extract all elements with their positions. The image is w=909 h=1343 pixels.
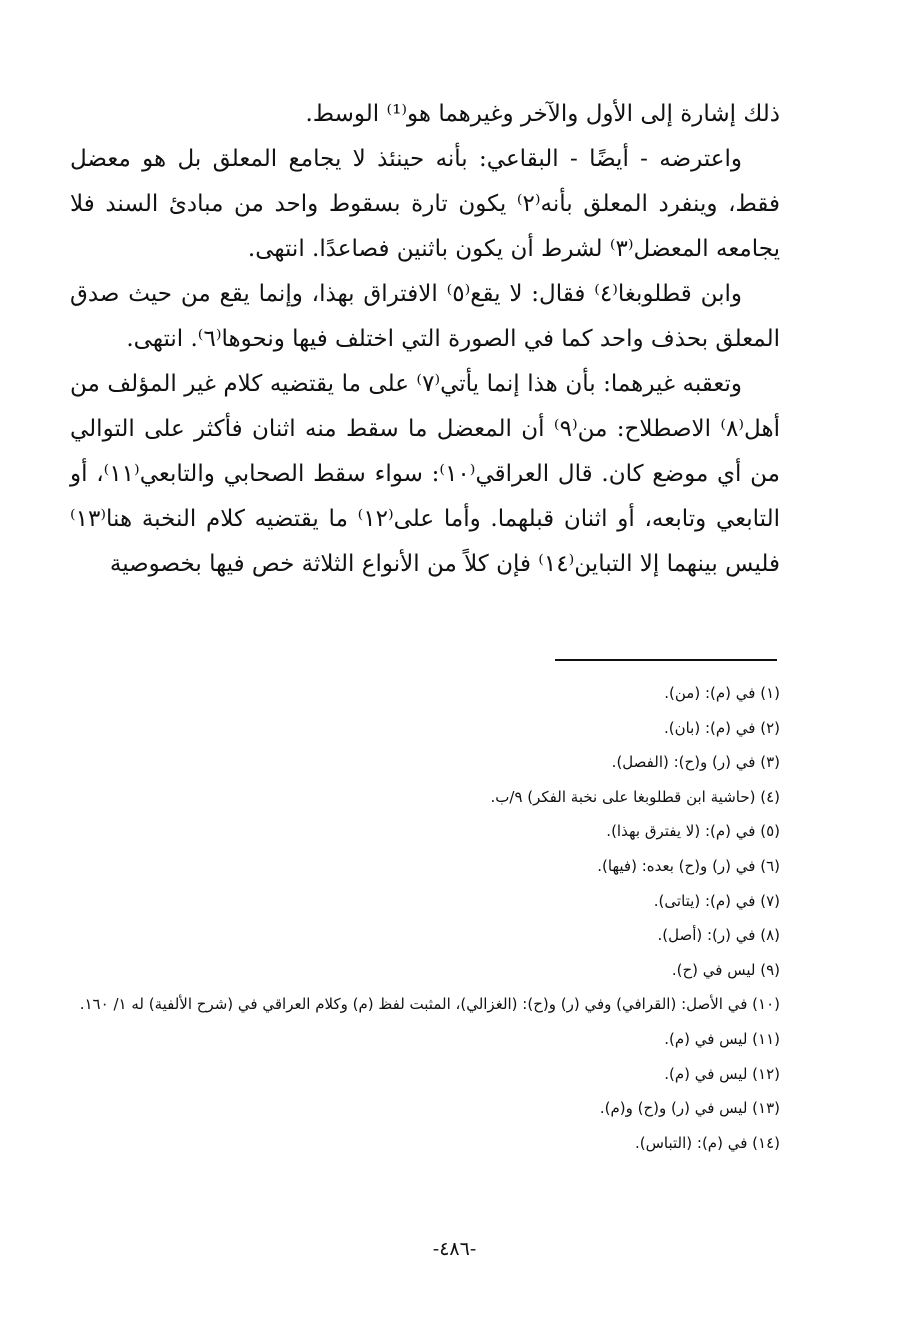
- paragraph: ذلك إشارة إلى الأول والآخر وغيرهما هو⁽¹⁾ الوسط.: [305, 101, 780, 127]
- footnote: (٨) في (ر): (أصل).: [657, 926, 780, 945]
- footnote: (١٢) ليس في (م).: [664, 1064, 780, 1083]
- paragraph: وابن قطلوبغا⁽٤⁾ فقال: لا يقع⁽٥⁾ الافتراق بهذا، وإنما يقع من حيث صدق المعلق بحذف واحد كما في الصورة التي اختلف فيها ونحوها⁽٦⁾. انتهى.: [70, 281, 780, 352]
- footnote: (٧) في (م): (يتاتى).: [653, 891, 780, 910]
- footnote: (١١) ليس في (م).: [664, 1029, 780, 1048]
- paragraph: وتعقبه غيرهما: بأن هذا إنما يأتي⁽٧⁾ على ما يقتضيه كلام غير المؤلف من أهل⁽٨⁾ الاصطلاح: من⁽٩⁾ أن المعضل ما سقط منه اثنان فأكثر على التوالي من أي موضع كان. قال العراقي⁽١٠⁾: سواء سقط الصحابي والتابعي⁽١١⁾، أو التابعي وتابعه، أو اثنان قبلهما. وأما على⁽١٢⁾ ما يقتضيه كلام النخبة هنا⁽١٣⁾ فليس بينهما إلا التباين⁽١٤⁾ فإن كلاً من الأنواع الثلاثة خص فيها بخصوصية: [70, 371, 780, 577]
- footnotes-section: [70, 676, 780, 1160]
- footnote: (٤) (حاشية ابن قطلوبغا على نخبة الفكر) ٩/ب.: [490, 787, 780, 806]
- page-number: -٤٨٦-: [432, 1238, 477, 1260]
- footnote: (٦) في (ر) و(ح) بعده: (فيها).: [597, 856, 780, 875]
- paragraph: واعترضه - أيضًا - البقاعي: بأنه حينئذ لا يجامع المعلق بل هو معضل فقط، وينفرد المعلق بأنه⁽٢⁾ يكون تارة بسقوط واحد من مبادئ السند فلا يجامعه المعضل⁽٣⁾ لشرط أن يكون باثنين فصاعدًا. انتهى.: [70, 146, 781, 262]
- footnote: (٥) في (م): (لا يفترق بهذا).: [606, 822, 780, 841]
- footnote: (١٠) في الأصل: (القرافي) وفي (ر) و(ح): (الغزالي)، المثبت لفظ (م) وكلام العراقي في (شرح الألفية) له ١/ ١٦٠.: [79, 995, 780, 1014]
- footnote: (٩) ليس في (ح).: [671, 960, 780, 979]
- footnote: (٣) في (ر) و(ح): (الفصل).: [611, 753, 780, 772]
- footnote: (١) في (م): (من).: [664, 684, 780, 702]
- main-text-body: [70, 92, 780, 587]
- footnote: (١٤) في (م): (التباس).: [634, 1133, 780, 1152]
- footnote: (١٣) ليس في (ر) و(ح) و(م).: [599, 1099, 780, 1118]
- footnote: (٢) في (م): (بان).: [663, 718, 780, 737]
- footnote-separator: [555, 659, 777, 661]
